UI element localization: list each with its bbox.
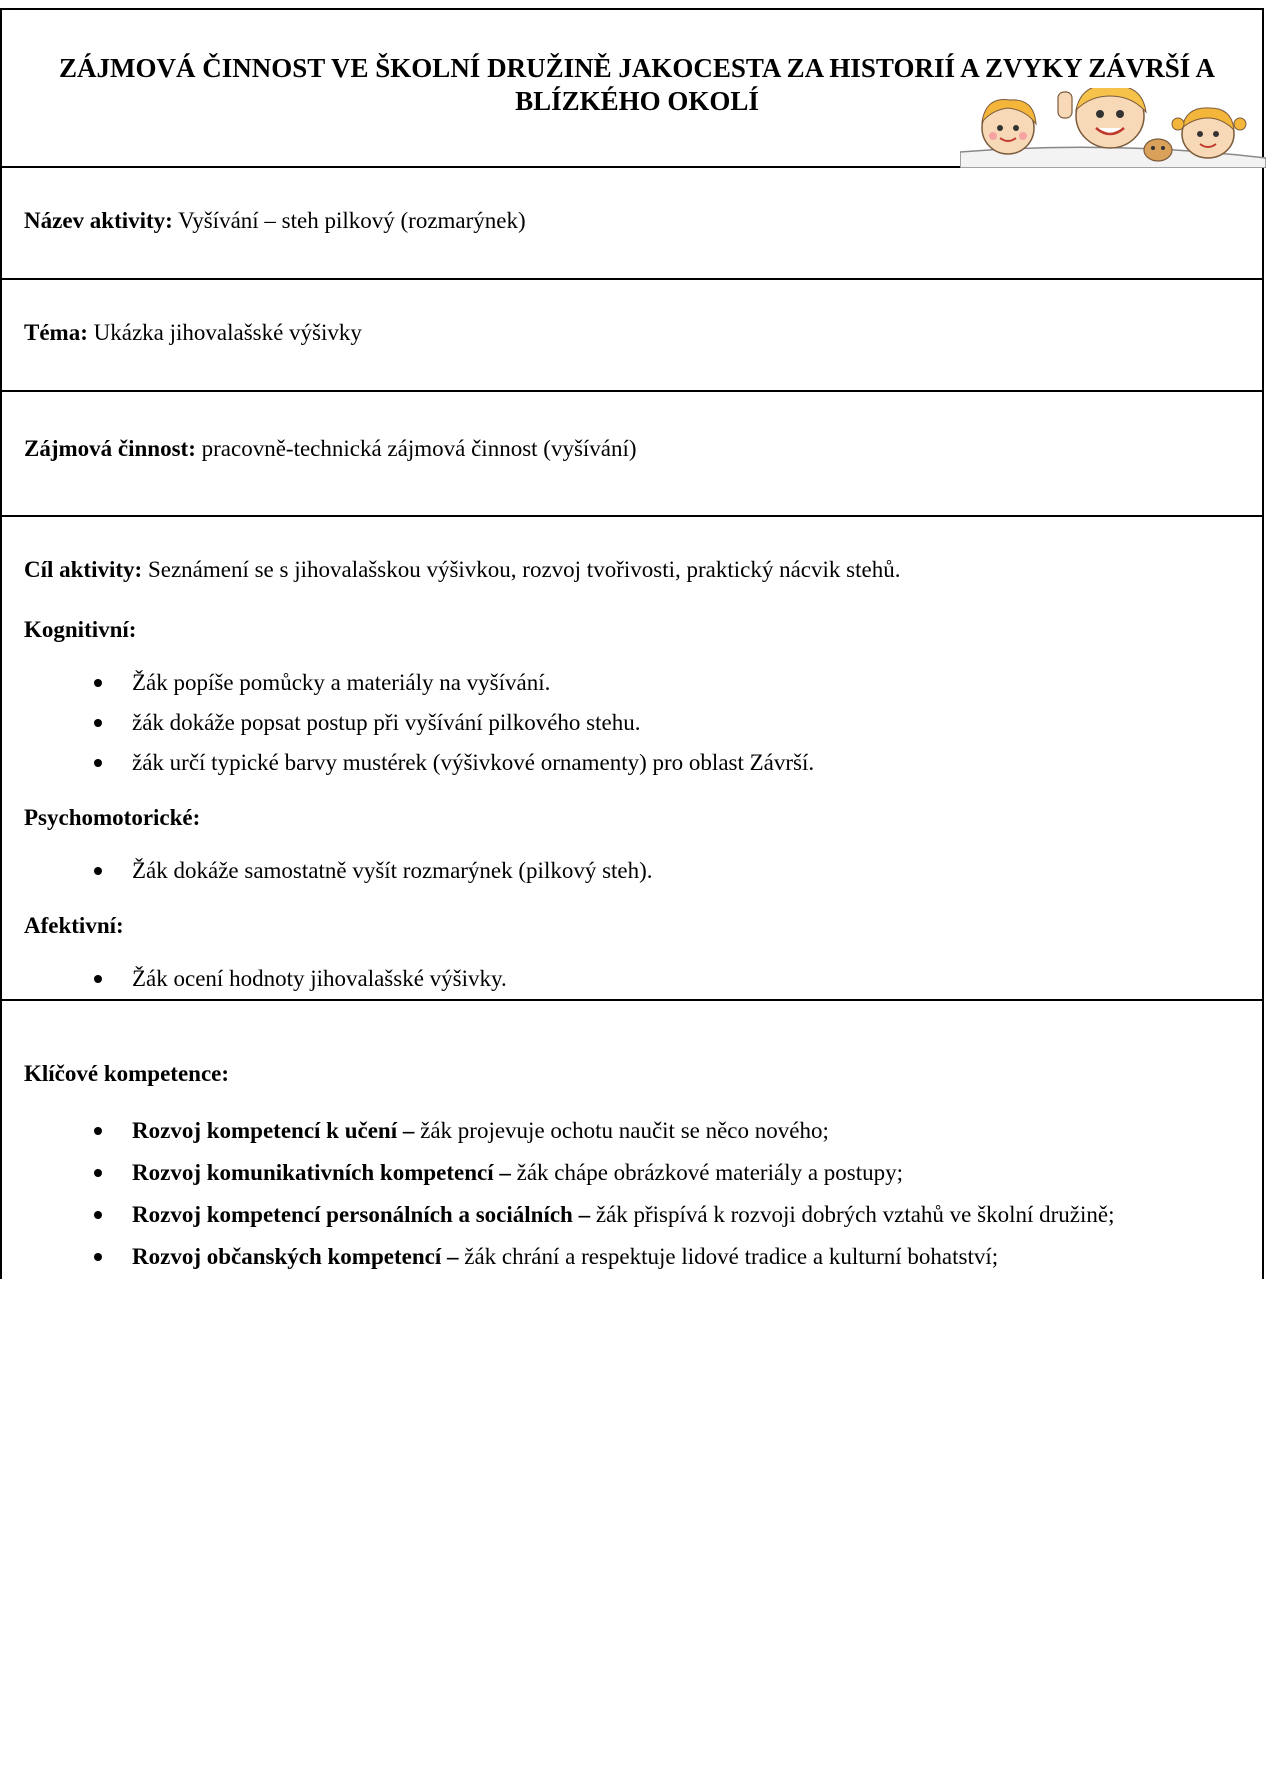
competences-section [2,1001,1262,1277]
interest-activity-row [2,392,1262,517]
affective-heading: Afektivní: [24,913,124,938]
competence-name: Rozvoj kompetencí k učení – [132,1118,415,1143]
list-item: žák dokáže popsat postup při vyšívání pilkového stehu. [2,703,1262,743]
competence-name: Rozvoj občanských kompetencí – [132,1244,459,1269]
topic-row [2,280,1262,392]
competence-text: žák projevuje ochotu naučit se něco nového; [414,1118,829,1143]
goal-label: Cíl aktivity: [24,557,143,582]
list-item [2,1111,1262,1151]
topic-label: Téma: [24,320,88,345]
competence-text: žák chrání a respektuje lidové tradice a kulturní bohatství; [458,1244,999,1269]
page-title: ZÁJMOVÁ ČINNOST VE ŠKOLNÍ DRUŽINĚ JAKOCESTA ZA HISTORIÍ A ZVYKY ZÁVRŠÍ A BLÍZKÉHO OKOLÍ [58,53,1216,116]
competence-name: Rozvoj komunikativních kompetencí – [132,1160,511,1185]
topic-value: Ukázka jihovalašské výšivky [93,320,362,345]
activity-name-value: Vyšívání – steh pilkový (rozmarýnek) [178,208,526,233]
competence-text: žák chápe obrázkové materiály a postupy; [510,1160,904,1185]
list-item [2,1153,1262,1193]
goal-value: Seznámení se s jihovalašskou výšivkou, rozvoj tvořivosti, praktický nácvik stehů. [147,557,901,582]
cognitive-list [2,663,1262,783]
activity-name-row [2,168,1262,280]
header-row [2,10,1262,168]
interest-activity-label: Zájmová činnost: [24,436,196,461]
competence-text: žák přispívá k rozvoji dobrých vztahů ve školní družině; [590,1202,1115,1227]
cognitive-heading: Kognitivní: [24,617,137,642]
list-item: Žák dokáže samostatně vyšít rozmarýnek (pilkový steh). [2,851,1262,891]
interest-activity-value: pracovně-technická zájmová činnost (vyšívání) [201,436,637,461]
list-item: žák určí typické barvy mustérek (výšivkové ornamenty) pro oblast Závrší. [2,743,1262,783]
activity-name-label: Název aktivity: [24,208,173,233]
psychomotor-list [2,851,1262,891]
list-item: Žák popíše pomůcky a materiály na vyšívání. [2,663,1262,703]
list-item [2,1195,1262,1235]
goals-row [2,517,1262,1001]
competences-heading: Klíčové kompetence: [24,1061,230,1086]
list-item [2,1237,1262,1277]
goal-line [24,557,1262,583]
affective-list [2,959,1262,999]
psychomotor-heading: Psychomotorické: [24,805,201,830]
competences-list [2,1111,1262,1277]
worksheet-table [0,8,1264,1279]
competence-name: Rozvoj kompetencí personálních a sociálních – [132,1202,591,1227]
list-item: Žák ocení hodnoty jihovalašské výšivky. [2,959,1262,999]
children-peeking-illustration [960,88,1266,168]
